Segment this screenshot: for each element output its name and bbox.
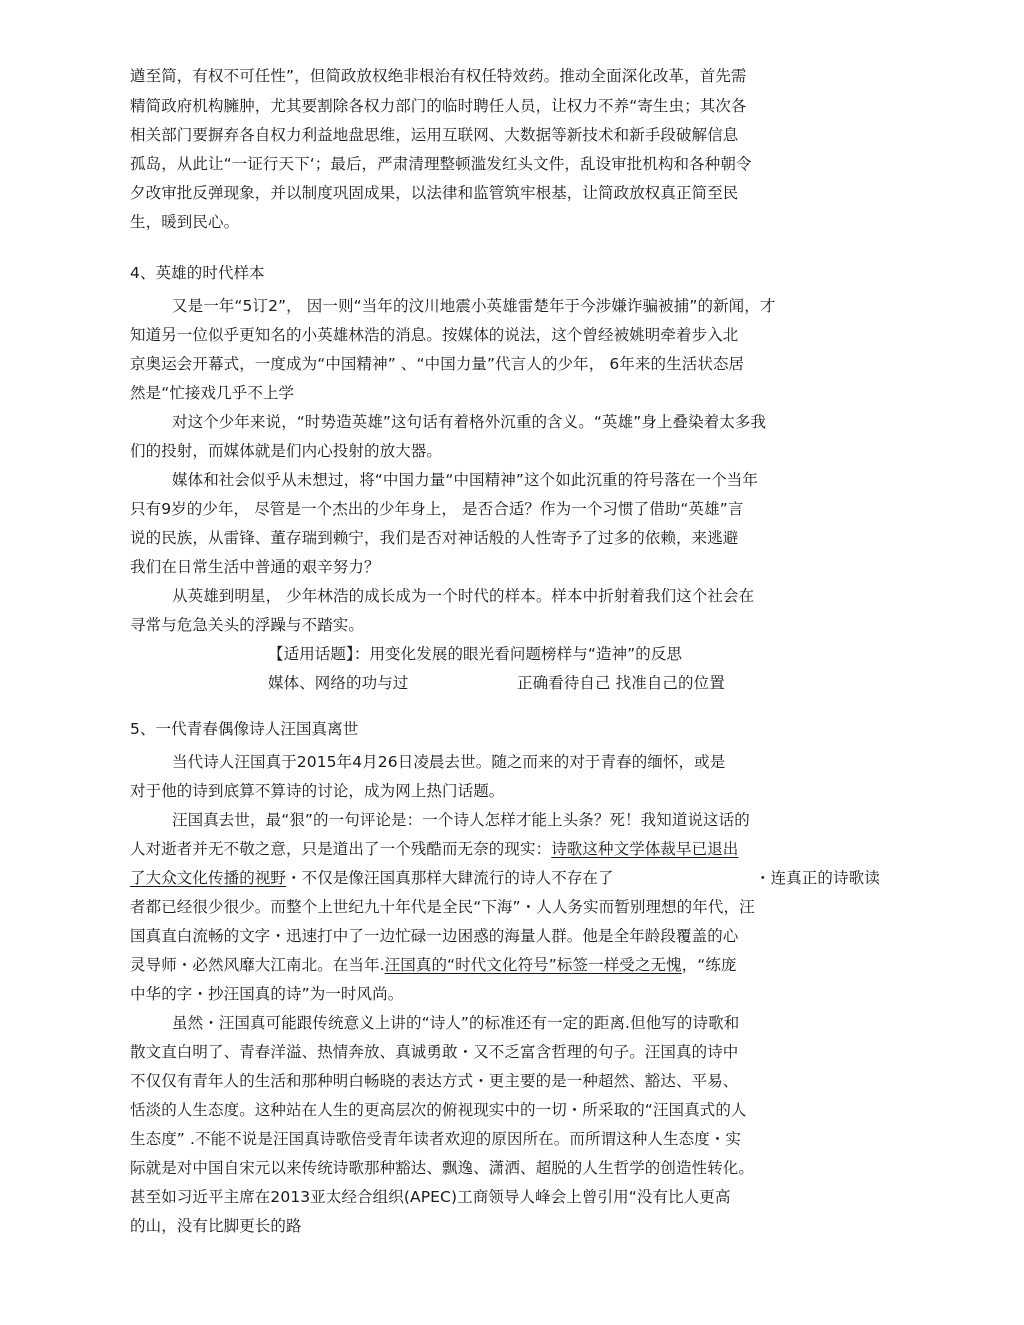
paragraph-line: 者都已经很少很少。而整个上世纪九十年代是全民“下海”・人人务实而暂别理想的年代，汪	[130, 898, 755, 916]
underlined-text: 诗歌这种文学体裁早已退出	[551, 840, 739, 858]
paragraph-line: 中华的字・抄汪国真的诗”为一时风尚。	[130, 985, 404, 1003]
paragraph-line	[130, 839, 738, 859]
section-heading: 4、英雄的时代样本	[130, 264, 265, 282]
paragraph-line: 对这个少年来说，“时势造英雄”这句话有着格外沉重的含义。“英雄”身上叠染着太多我	[172, 413, 767, 431]
paragraph-line: 又是一年“5订2”， 因一则“当年的汶川地震小英雄雷楚年于今涉嫌诈骗被捕”的新闻，才	[172, 297, 776, 315]
line-text: 灵导师・必然风靡大江南北。在当年.	[130, 956, 385, 974]
paragraph-line: 国真直白流畅的文字・迅速打中了一边忙碌一边困惑的海量人群。他是全年龄段覆盖的心	[130, 927, 739, 945]
paragraph-line	[130, 955, 737, 975]
paragraph-line: 说的民族，从雷锋、董存瑞到赖宁，我们是否对神话般的人性寄予了过多的依赖，来逃避	[130, 529, 739, 547]
paragraph-line: 的山，没有比脚更长的路	[130, 1217, 302, 1235]
paragraph-line: 只有9岁的少年， 尽管是一个杰出的少年身上， 是否合适？作为一个习惯了借助“英雄”言	[130, 500, 744, 518]
paragraph-line: 精简政府机构臃肿，尤其要割除各权力部门的临时聘任人员，让权力不养“寄生虫；其次各	[130, 97, 747, 115]
paragraph-line: 遒至简，有权不可任性”，但简政放权绝非根治有权任特效药。推动全面深化改革，首先需	[130, 67, 747, 85]
paragraph-line: 媒体和社会似乎从未想过，将“中国力量“中国精神”这个如此沉重的符号落在一个当年	[172, 471, 758, 489]
applicable-topics-line: 【适用话题】：用变化发展的眼光看问题榜样与“造神”的反思	[268, 645, 683, 663]
paragraph-line: 生态度” .不能不说是汪国真诗歌倍受青年读者欢迎的原因所在。而所谓这种人生态度・实	[130, 1130, 741, 1148]
paragraph-line: ・连真正的诗歌读	[755, 869, 880, 887]
line-text: 人对逝者并无不敬之意，只是道出了一个残酷而无奈的现实：	[130, 840, 552, 858]
paragraph-line: 我们在日常生活中普通的艰辛努力？	[130, 558, 380, 576]
line-text: ，“练庞	[681, 956, 737, 974]
paragraph-line: 夕改审批反弹现象，并以制度巩固成果，以法律和监管筑牢根基，让简政放权真正简至民	[130, 184, 739, 202]
paragraph-line: 们的投射，而媒体就是们内心投射的放大器。	[130, 442, 443, 460]
line-text: ・不仅是像汪国真那样大肆流行的诗人不存在了	[286, 869, 614, 887]
applicable-topics-line: 媒体、网络的功与过	[268, 674, 409, 692]
paragraph-line: 相关部门要摒弃各自权力利益地盘思维，运用互联网、大数据等新技术和新手段破解信息	[130, 126, 739, 144]
paragraph-line: 甚至如习近平主席在2013亚太经合组织(APEC)工商领导人峰会上曾引用“没有比人更高	[130, 1188, 731, 1206]
paragraph-line: 孤岛，从此让“一证行天下‘；最后，严肃清理整顿滥发红头文件，乱设审批机构和各种朝令	[130, 155, 752, 173]
applicable-topics-line: 正确看待自己 找准自己的位置	[517, 674, 725, 692]
paragraph-line: 寻常与危急关头的浮躁与不踏实。	[130, 616, 365, 634]
paragraph-line: 对于他的诗到底算不算诗的讨论，成为网上热门话题。	[130, 782, 505, 800]
paragraph-line: 不仅仅有青年人的生活和那种明白畅晓的表达方式・更主要的是一种超然、豁达、平易、	[130, 1072, 739, 1090]
paragraph-line: 然是“忙接戏几乎不上学	[130, 384, 295, 402]
paragraph-line: 从英雄到明星， 少年林浩的成长成为一个时代的样本。样本中折射着我们这个社会在	[172, 587, 755, 605]
underlined-text: 汪国真的“时代文化符号”标签一样受之无愧	[384, 956, 682, 974]
paragraph-line: 知道另一位似乎更知名的小英雄林浩的消息。按媒体的说法，这个曾经被姚明牵着步入北	[130, 326, 739, 344]
paragraph-line: 际就是对中国自宋元以来传统诗歌那种豁达、飘逸、潇洒、超脱的人生哲学的创造性转化。	[130, 1159, 755, 1177]
paragraph-line: 散文直白明了、青春洋溢、热情奔放、真诚勇敢・又不乏富含哲理的句子。汪国真的诗中	[130, 1043, 739, 1061]
paragraph-line: 恬淡的人生态度。这种站在人生的更高层次的俯视现实中的一切・所采取的“汪国真式的人	[130, 1101, 747, 1119]
paragraph-line: 生，暖到民心。	[130, 213, 240, 231]
section-heading: 5、一代青春偶像诗人汪国真离世	[130, 720, 359, 738]
underlined-text: 了大众文化传播的视野	[130, 869, 287, 887]
paragraph-line: 虽然・汪国真可能跟传统意义上讲的“诗人”的标准还有一定的距离.但他写的诗歌和	[172, 1014, 740, 1032]
paragraph-line: 当代诗人汪国真于2015年4月26日凌晨去世。随之而来的对于青春的缅怀，或是	[172, 753, 726, 771]
paragraph-line	[130, 868, 614, 888]
paragraph-line: 京奥运会开幕式，一度成为“中国精神” 、“中国力量”代言人的少年， 6年来的生活状态居	[130, 355, 745, 373]
paragraph-line: 汪国真去世，最“狠”的一句评论是：一个诗人怎样才能上头条？死！我知道说这话的	[172, 811, 750, 829]
